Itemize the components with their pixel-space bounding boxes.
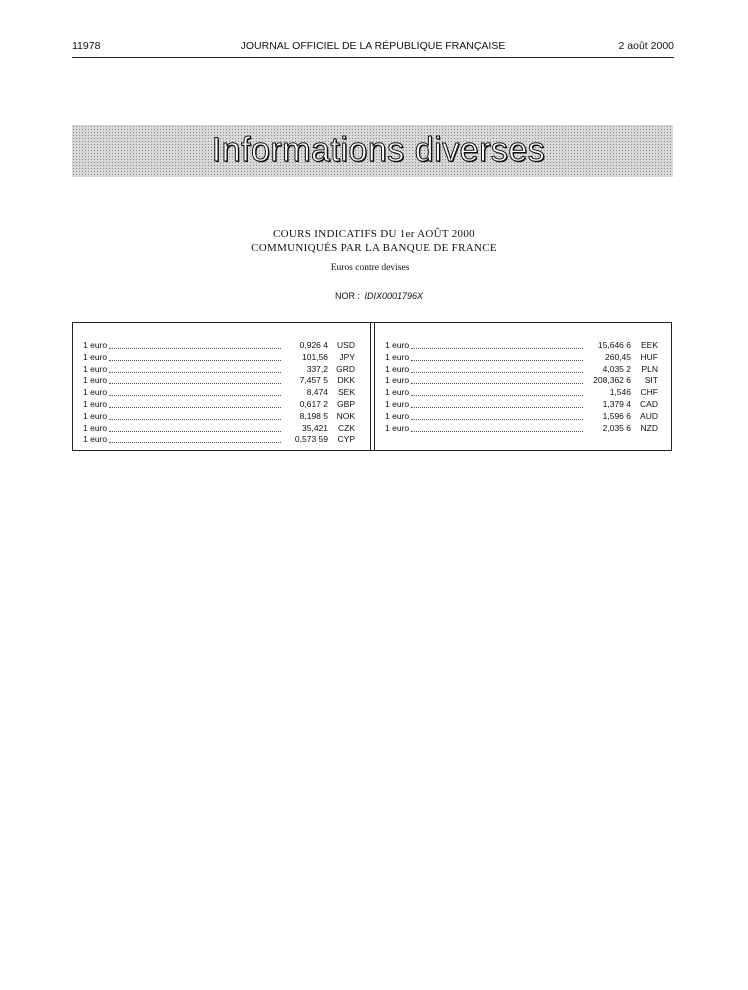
rates-column-left xyxy=(83,340,358,446)
rate-unit: 1 euro xyxy=(83,398,108,409)
rate-unit: 1 euro xyxy=(83,387,108,398)
leader-dots xyxy=(411,372,583,373)
rate-value: 337,2 xyxy=(306,363,328,374)
leader-dots xyxy=(109,348,281,349)
section-banner xyxy=(72,125,673,177)
rate-row xyxy=(385,387,661,399)
rate-value: 0,617 2 xyxy=(299,398,328,409)
rate-unit: 1 euro xyxy=(385,363,410,374)
rate-value: 1,379 4 xyxy=(602,398,631,409)
rate-row xyxy=(385,411,661,423)
rate-value: 1,596 6 xyxy=(602,410,631,421)
rate-value: 0,926 4 xyxy=(299,340,328,350)
currency-code: CHF xyxy=(640,387,658,398)
nor-reference xyxy=(0,291,748,301)
rate-row xyxy=(83,411,358,423)
nor-code: IDIX0001796X xyxy=(364,291,424,301)
rate-row xyxy=(83,387,358,399)
rate-row xyxy=(83,375,358,387)
leader-dots xyxy=(109,360,281,361)
leader-dots xyxy=(109,407,281,408)
currency-code: GBP xyxy=(337,398,355,409)
rate-unit: 1 euro xyxy=(83,340,108,350)
currency-code: CYP xyxy=(337,434,355,445)
currency-code: CAD xyxy=(640,398,658,409)
rate-row xyxy=(385,364,661,376)
heading-line-1: COURS INDICATIFS DU 1er AOÛT 2000 xyxy=(273,228,475,240)
rate-row xyxy=(385,340,661,352)
leader-dots xyxy=(109,442,281,443)
rate-value: 0,573 59 xyxy=(294,434,328,445)
column-divider xyxy=(370,323,371,450)
rate-value: 35,421 xyxy=(302,422,328,433)
exchange-rates-table xyxy=(72,322,672,451)
rate-row xyxy=(83,399,358,411)
rate-value: 8,474 xyxy=(306,387,328,398)
leader-dots xyxy=(109,431,281,432)
currency-code: SEK xyxy=(337,387,355,398)
rate-value: 1,546 xyxy=(609,387,631,398)
rate-unit: 1 euro xyxy=(385,410,410,421)
currency-code: JPY xyxy=(339,351,355,362)
leader-dots xyxy=(109,419,281,420)
currency-code: SIT xyxy=(644,375,658,386)
currency-code: GRD xyxy=(336,363,355,374)
rate-row xyxy=(83,340,358,352)
leader-dots xyxy=(411,383,583,384)
currency-code: NZD xyxy=(640,422,658,433)
rate-unit: 1 euro xyxy=(83,375,108,386)
leader-dots xyxy=(411,419,583,420)
rate-unit: 1 euro xyxy=(385,398,410,409)
leader-dots xyxy=(411,431,583,432)
leader-dots xyxy=(109,372,281,373)
rate-row xyxy=(385,352,661,364)
rate-unit: 1 euro xyxy=(83,410,108,421)
rate-unit: 1 euro xyxy=(385,387,410,398)
rate-value: 4,035 2 xyxy=(602,363,631,374)
currency-code: DKK xyxy=(337,375,355,386)
journal-title: JOURNAL OFFICIEL DE LA RÉPUBLIQUE FRANÇAISE xyxy=(240,40,506,52)
rate-row xyxy=(385,423,661,435)
rate-row xyxy=(385,399,661,411)
currency-code: HUF xyxy=(640,351,658,362)
leader-dots xyxy=(411,407,583,408)
currency-code: CZK xyxy=(338,422,355,433)
rate-row xyxy=(83,434,358,446)
leader-dots xyxy=(411,360,583,361)
leader-dots xyxy=(109,395,281,396)
currency-code: EEK xyxy=(640,340,658,350)
section-title: Informations diverses xyxy=(211,131,546,169)
leader-dots xyxy=(109,383,281,384)
rate-unit: 1 euro xyxy=(385,351,410,362)
currency-code: USD xyxy=(337,340,355,350)
currency-code: NOK xyxy=(336,410,355,421)
rate-unit: 1 euro xyxy=(83,351,108,362)
rate-unit: 1 euro xyxy=(83,434,108,445)
currency-code: PLN xyxy=(641,363,658,374)
page-number: 11978 xyxy=(72,40,101,52)
issue-date: 2 août 2000 xyxy=(618,40,674,52)
heading-line-2: COMMUNIQUÉS PAR LA BANQUE DE FRANCE xyxy=(251,242,497,254)
leader-dots xyxy=(411,395,583,396)
rate-value: 7,457 5 xyxy=(299,375,328,386)
rates-column-right xyxy=(385,340,661,434)
rate-value: 260,45 xyxy=(605,351,631,362)
rate-value: 208,362 6 xyxy=(593,375,631,386)
rate-row xyxy=(83,352,358,364)
leader-dots xyxy=(411,348,583,349)
heading-line-3: Euros contre devises xyxy=(330,263,410,273)
rate-row xyxy=(385,375,661,387)
nor-label: NOR : xyxy=(334,291,360,301)
rate-row xyxy=(83,364,358,376)
page-header xyxy=(72,39,674,58)
currency-code: AUD xyxy=(640,410,658,421)
rate-value: 2,035 6 xyxy=(602,422,631,433)
rate-unit: 1 euro xyxy=(385,340,410,350)
rate-unit: 1 euro xyxy=(83,363,108,374)
rate-row xyxy=(83,423,358,435)
column-divider xyxy=(374,323,375,450)
rate-unit: 1 euro xyxy=(385,422,410,433)
rate-unit: 1 euro xyxy=(83,422,108,433)
rate-unit: 1 euro xyxy=(385,375,410,386)
rate-value: 15,646 6 xyxy=(597,340,631,350)
rate-value: 8,198 5 xyxy=(299,410,328,421)
rate-value: 101,56 xyxy=(302,351,328,362)
